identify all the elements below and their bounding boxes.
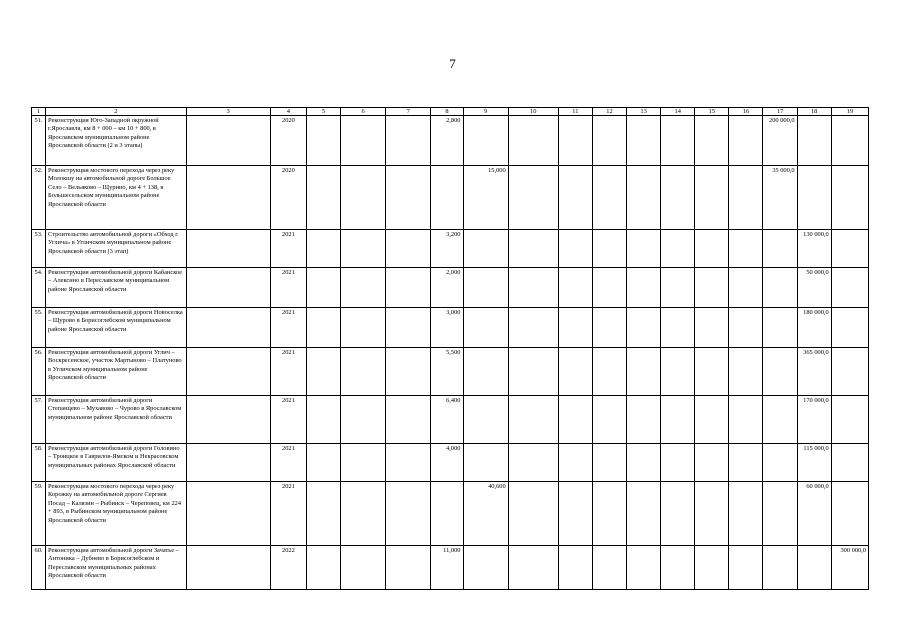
funding-17	[763, 308, 797, 348]
cell-13	[627, 268, 661, 308]
table-row	[32, 546, 869, 590]
row-number: 55.	[32, 308, 46, 348]
length-km: 6,400	[431, 396, 463, 444]
cell-3	[186, 444, 270, 482]
cell-5	[306, 268, 340, 308]
row-number: 56.	[32, 348, 46, 396]
column-number-15: 15	[695, 108, 729, 116]
funding-19	[831, 230, 868, 268]
bridge-length	[463, 444, 508, 482]
bridge-length	[463, 230, 508, 268]
column-number-8: 8	[431, 108, 463, 116]
cell-11	[558, 482, 592, 546]
row-number: 60.	[32, 546, 46, 590]
cell-5	[306, 166, 340, 230]
cell-14	[661, 166, 695, 230]
cell-16	[729, 230, 763, 268]
column-number-6: 6	[341, 108, 386, 116]
cell-7	[386, 482, 431, 546]
cell-10	[508, 396, 558, 444]
bridge-length	[463, 348, 508, 396]
cell-7	[386, 396, 431, 444]
project-name: Реконструкция автомобильной дороги Новоселка – Щурово в Борисоглебском муниципальном районе Ярославской области	[46, 308, 187, 348]
cell-10	[508, 230, 558, 268]
column-number-19: 19	[831, 108, 868, 116]
cell-12	[592, 444, 626, 482]
project-year: 2020	[270, 166, 306, 230]
cell-12	[592, 116, 626, 166]
funding-18: 50 000,0	[797, 268, 831, 308]
cell-12	[592, 348, 626, 396]
project-name: Строительство автомобильной дороги «Обход г. Углича» в Угличском муниципальном районе Ярославской области (3 этап)	[46, 230, 187, 268]
funding-18: 170 000,0	[797, 396, 831, 444]
project-name: Реконструкция автомобильной дороги Степанцево – Мухавово – Чурово в Ярославском муниципальном районе Ярославской области	[46, 396, 187, 444]
length-km: 4,000	[431, 444, 463, 482]
column-number-9: 9	[463, 108, 508, 116]
cell-14	[661, 308, 695, 348]
table-row	[32, 396, 869, 444]
cell-5	[306, 396, 340, 444]
project-name: Реконструкция мостового перехода через реку Корожку на автомобильной дороге Сергиев Посад – Калязин – Рыбинск – Череповец, км 224 + 893, в Рыбинском муниципальном районе Ярославской области	[46, 482, 187, 546]
project-year: 2020	[270, 116, 306, 166]
table-row	[32, 166, 869, 230]
bridge-length: 15,000	[463, 166, 508, 230]
cell-12	[592, 546, 626, 590]
length-km: 11,000	[431, 546, 463, 590]
funding-17: 35 000,0	[763, 166, 797, 230]
table-row	[32, 482, 869, 546]
cell-3	[186, 546, 270, 590]
column-number-5: 5	[306, 108, 340, 116]
cell-14	[661, 348, 695, 396]
bridge-length	[463, 116, 508, 166]
cell-11	[558, 348, 592, 396]
cell-14	[661, 116, 695, 166]
column-number-row	[32, 108, 869, 116]
cell-13	[627, 166, 661, 230]
cell-16	[729, 268, 763, 308]
cell-3	[186, 116, 270, 166]
column-number-18: 18	[797, 108, 831, 116]
cell-6	[341, 348, 386, 396]
column-number-11: 11	[558, 108, 592, 116]
row-number: 53.	[32, 230, 46, 268]
row-number: 58.	[32, 444, 46, 482]
cell-13	[627, 230, 661, 268]
table-row	[32, 116, 869, 166]
column-number-2: 2	[46, 108, 187, 116]
cell-6	[341, 308, 386, 348]
cell-13	[627, 444, 661, 482]
row-number: 52.	[32, 166, 46, 230]
cell-12	[592, 230, 626, 268]
funding-19	[831, 444, 868, 482]
funding-19	[831, 116, 868, 166]
cell-11	[558, 230, 592, 268]
funding-18: 180 000,0	[797, 308, 831, 348]
cell-16	[729, 396, 763, 444]
row-number: 51.	[32, 116, 46, 166]
cell-5	[306, 482, 340, 546]
cell-13	[627, 348, 661, 396]
bridge-length	[463, 308, 508, 348]
cell-3	[186, 482, 270, 546]
cell-5	[306, 116, 340, 166]
cell-7	[386, 230, 431, 268]
cell-7	[386, 308, 431, 348]
project-name: Реконструкция автомобильной дороги Головино – Троицкое в Гаврилов-Ямском и Некрасовском муниципальных районах Ярославской области	[46, 444, 187, 482]
cell-10	[508, 482, 558, 546]
project-name: Реконструкция автомобильной дороги Кабанское – Алексино в Переславском муниципальном районе Ярославской области	[46, 268, 187, 308]
column-number-10: 10	[508, 108, 558, 116]
cell-11	[558, 444, 592, 482]
cell-5	[306, 230, 340, 268]
length-km: 3,200	[431, 230, 463, 268]
funding-17: 200 000,0	[763, 116, 797, 166]
project-name: Реконструкция автомобильной дороги Зачатье – Антоника – Дубнево в Борисоглебском и Переславском муниципальных районах Ярославской области	[46, 546, 187, 590]
column-number-14: 14	[661, 108, 695, 116]
project-name: Реконструкция Юго-Западной окружной г.Ярославля, км 8 + 000 – км 10 + 800, в Ярославском муниципальном районе Ярославской области (2 и 3 этапы)	[46, 116, 187, 166]
project-year: 2021	[270, 268, 306, 308]
cell-11	[558, 116, 592, 166]
column-number-16: 16	[729, 108, 763, 116]
length-km: 2,000	[431, 268, 463, 308]
cell-11	[558, 546, 592, 590]
project-year: 2021	[270, 482, 306, 546]
funding-19	[831, 396, 868, 444]
cell-10	[508, 166, 558, 230]
length-km: 2,800	[431, 116, 463, 166]
project-year: 2021	[270, 348, 306, 396]
cell-3	[186, 268, 270, 308]
funding-18	[797, 166, 831, 230]
bridge-length	[463, 268, 508, 308]
bridge-length	[463, 396, 508, 444]
column-number-7: 7	[386, 108, 431, 116]
row-number: 57.	[32, 396, 46, 444]
funding-17	[763, 230, 797, 268]
cell-16	[729, 546, 763, 590]
cell-6	[341, 116, 386, 166]
cell-3	[186, 396, 270, 444]
row-number: 54.	[32, 268, 46, 308]
cell-6	[341, 396, 386, 444]
cell-3	[186, 166, 270, 230]
funding-17	[763, 396, 797, 444]
cell-7	[386, 444, 431, 482]
cell-14	[661, 546, 695, 590]
bridge-length: 40,600	[463, 482, 508, 546]
cell-6	[341, 482, 386, 546]
cell-13	[627, 116, 661, 166]
cell-15	[695, 444, 729, 482]
cell-16	[729, 482, 763, 546]
cell-7	[386, 166, 431, 230]
column-number-4: 4	[270, 108, 306, 116]
cell-15	[695, 308, 729, 348]
cell-13	[627, 482, 661, 546]
cell-13	[627, 308, 661, 348]
column-number-1: 1	[32, 108, 46, 116]
cell-12	[592, 268, 626, 308]
cell-5	[306, 444, 340, 482]
table-row	[32, 230, 869, 268]
cell-10	[508, 348, 558, 396]
cell-3	[186, 230, 270, 268]
funding-17	[763, 482, 797, 546]
cell-16	[729, 444, 763, 482]
cell-7	[386, 546, 431, 590]
cell-7	[386, 268, 431, 308]
column-number-3: 3	[186, 108, 270, 116]
table-row	[32, 444, 869, 482]
cell-10	[508, 308, 558, 348]
project-year: 2021	[270, 230, 306, 268]
cell-15	[695, 230, 729, 268]
cell-14	[661, 444, 695, 482]
cell-15	[695, 166, 729, 230]
cell-10	[508, 546, 558, 590]
funding-18: 365 000,0	[797, 348, 831, 396]
cell-11	[558, 166, 592, 230]
bridge-length	[463, 546, 508, 590]
cell-15	[695, 116, 729, 166]
cell-16	[729, 348, 763, 396]
cell-7	[386, 348, 431, 396]
funding-18: 115 000,0	[797, 444, 831, 482]
project-year: 2021	[270, 308, 306, 348]
length-km: 3,000	[431, 308, 463, 348]
cell-7	[386, 116, 431, 166]
cell-13	[627, 396, 661, 444]
funding-17	[763, 444, 797, 482]
funding-19	[831, 348, 868, 396]
cell-15	[695, 482, 729, 546]
funding-19	[831, 308, 868, 348]
cell-13	[627, 546, 661, 590]
cell-16	[729, 308, 763, 348]
cell-5	[306, 546, 340, 590]
cell-15	[695, 348, 729, 396]
cell-16	[729, 166, 763, 230]
cell-6	[341, 268, 386, 308]
funding-19	[831, 166, 868, 230]
cell-10	[508, 444, 558, 482]
funding-19: 300 000,0	[831, 546, 868, 590]
funding-17	[763, 268, 797, 308]
cell-14	[661, 482, 695, 546]
length-km	[431, 482, 463, 546]
column-number-13: 13	[627, 108, 661, 116]
road-projects-table	[31, 107, 869, 590]
cell-10	[508, 116, 558, 166]
cell-10	[508, 268, 558, 308]
cell-15	[695, 546, 729, 590]
cell-6	[341, 166, 386, 230]
length-km: 5,500	[431, 348, 463, 396]
cell-6	[341, 230, 386, 268]
table-row	[32, 308, 869, 348]
row-number: 59.	[32, 482, 46, 546]
cell-14	[661, 268, 695, 308]
column-number-12: 12	[592, 108, 626, 116]
cell-12	[592, 166, 626, 230]
cell-15	[695, 396, 729, 444]
cell-15	[695, 268, 729, 308]
project-year: 2021	[270, 396, 306, 444]
project-name: Реконструкция мостового перехода через реку Молокшу на автомобильной дороге Большое Село – Вельяково – Щурино, км 4 + 138, в Большесельском муниципальном районе Ярославской области	[46, 166, 187, 230]
funding-18: 130 000,0	[797, 230, 831, 268]
cell-11	[558, 308, 592, 348]
funding-17	[763, 546, 797, 590]
table-row	[32, 348, 869, 396]
cell-14	[661, 396, 695, 444]
cell-3	[186, 308, 270, 348]
funding-19	[831, 268, 868, 308]
page-number: 7	[449, 56, 456, 71]
cell-6	[341, 546, 386, 590]
cell-12	[592, 396, 626, 444]
cell-6	[341, 444, 386, 482]
funding-18	[797, 546, 831, 590]
length-km	[431, 166, 463, 230]
column-number-17: 17	[763, 108, 797, 116]
cell-11	[558, 268, 592, 308]
cell-11	[558, 396, 592, 444]
cell-16	[729, 116, 763, 166]
table-row	[32, 268, 869, 308]
project-name: Реконструкция автомобильной дороги Углич – Воскресенское, участок Мартыново – Платуново в Угличском муниципальном районе Ярославской области	[46, 348, 187, 396]
cell-12	[592, 308, 626, 348]
funding-18: 60 000,0	[797, 482, 831, 546]
project-year: 2022	[270, 546, 306, 590]
cell-5	[306, 348, 340, 396]
funding-17	[763, 348, 797, 396]
funding-18	[797, 116, 831, 166]
project-year: 2021	[270, 444, 306, 482]
cell-5	[306, 308, 340, 348]
cell-12	[592, 482, 626, 546]
funding-19	[831, 482, 868, 546]
cell-14	[661, 230, 695, 268]
cell-3	[186, 348, 270, 396]
